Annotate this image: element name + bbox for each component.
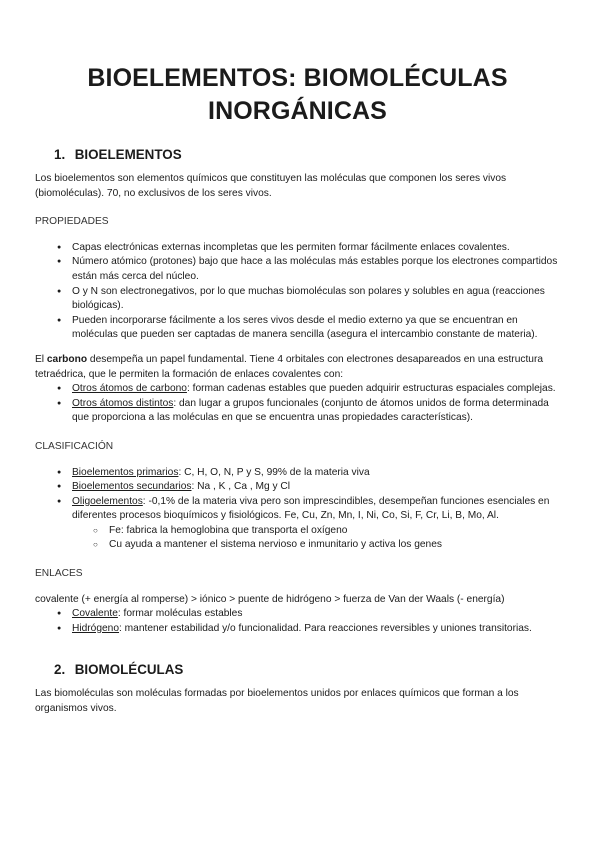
carbono-pre: El (35, 353, 47, 365)
list-item-term: Bioelementos secundarios (72, 481, 192, 493)
list-item: ● O y N son electronegativos, por lo que muchas biomoléculas son polares y solubles en agua (reacciones biológicas). (35, 285, 560, 314)
clasificacion-list (35, 466, 560, 554)
list-item (35, 382, 560, 397)
list-item-text: : C, H, O, N, P y S, 99% de la materia viva (178, 466, 370, 478)
list-item (35, 480, 560, 495)
list-item-text: : Na , K , Ca , Mg y Cl (191, 481, 291, 493)
oligo-sublist (72, 524, 560, 553)
list-item-term: Bioelementos primarios (72, 466, 179, 478)
section-1-title: BIOELEMENTOS (74, 147, 182, 162)
list-item-text: : mantener estabilidad y/o funcionalidad. Para reacciones reversibles y uniones transitorias. (119, 622, 532, 634)
list-item-term: Otros átomos distintos (72, 397, 174, 409)
carbono-paragraph (35, 353, 560, 382)
page-title-line-2: INORGÁNICAS (208, 97, 387, 125)
sub-list-item: ○ Fe: fabrica la hemoglobina que transporta el oxígeno (72, 524, 560, 539)
section-1-intro: Los bioelementos son elementos químicos que constituyen las moléculas que componen los seres vivos (biomoléculas). 70, no exclusivos de los seres vivos. (35, 173, 507, 199)
enlaces-list (35, 607, 560, 636)
list-item-text: : dan lugar a grupos funcionales (conjunto de átomos unidos de forma determinada que proporciona a las moléculas en que se encuentra unas propiedades características). (72, 397, 549, 424)
clasificacion-label: CLASIFICACIÓN (35, 440, 114, 452)
section-2-number: 2. (54, 662, 66, 678)
list-item: ● Capas electrónicas externas incompletas que les permiten formar fácilmente enlaces covalentes. (35, 241, 560, 256)
page-title (35, 62, 560, 128)
carbono-post: desempeña un papel fundamental. Tiene 4 orbitales con electrones desapareados en una estructura tetraédrica, que le permiten la formación de enlaces covalentes con: (35, 353, 544, 380)
list-item-text: : formar moléculas estables (117, 608, 243, 620)
section-2-title: BIOMOLÉCULAS (74, 662, 184, 678)
list-item-text: : -0,1% de la materia viva pero son imprescindibles, desempeñan funciones esenciales en diferentes procesos bioquímicos y fisiológicos. Fe, Cu, Zn, Mn, I, Ni, Co, Si, F, Cr, Li, B, Mo, Al. (72, 495, 550, 522)
list-item-term: Otros átomos de carbono (72, 383, 187, 395)
list-item (35, 466, 560, 481)
page-title-line-1: BIOELEMENTOS: BIOMOLÉCULAS (87, 64, 508, 92)
enlaces-label: ENLACES (35, 568, 83, 580)
section-1-heading (35, 146, 560, 163)
section-2-heading (35, 661, 560, 678)
list-item (35, 495, 560, 553)
list-item (35, 622, 560, 637)
list-item-term: Hidrógeno (72, 622, 120, 634)
list-item-text: : forman cadenas estables que pueden adquirir estructuras espaciales complejas. (186, 383, 556, 395)
propiedades-label: PROPIEDADES (35, 216, 109, 228)
list-item (35, 397, 560, 426)
carbono-list (35, 382, 560, 426)
list-item-term: Oligoelementos (72, 495, 143, 507)
carbono-bold: carbono (46, 353, 88, 365)
propiedades-list (35, 241, 560, 343)
section-1-number: 1. (54, 147, 66, 162)
section-2-intro: Las biomoléculas son moléculas formadas por bioelementos unidos por enlaces químicos que forman a los organismos vivos. (35, 688, 519, 715)
enlaces-line: covalente (+ energía al romperse) > iónico > puente de hidrógeno > fuerza de Van der Waals (- energía) (35, 593, 505, 605)
list-item: ● Número atómico (protones) bajo que hace a las moléculas más estables porque los electrones compartidos están más cerca del núcleo. (35, 255, 560, 284)
sub-list-item: ○ Cu ayuda a mantener el sistema nervioso e inmunitario y activa los genes (72, 538, 560, 553)
list-item-term: Covalente (72, 608, 118, 620)
list-item (35, 607, 560, 622)
list-item: ● Pueden incorporarse fácilmente a los seres vivos desde el medio externo ya que se encuentran en moléculas que pueden ser captadas de manera sencilla (asegura el intercambio constante de materia). (35, 314, 560, 343)
